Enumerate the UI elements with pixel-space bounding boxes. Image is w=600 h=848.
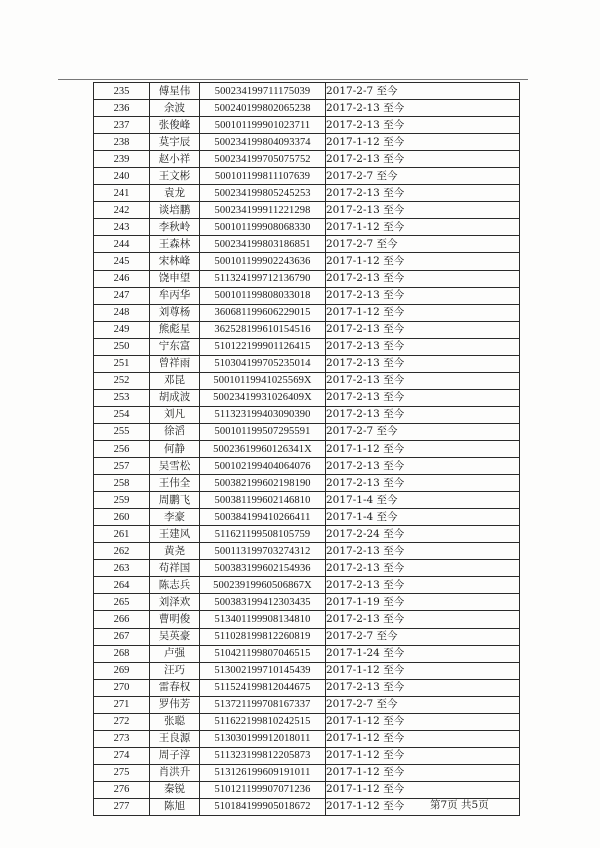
- row-number-cell: 262: [94, 543, 150, 560]
- row-number-cell: 252: [94, 372, 150, 389]
- name-cell: 周鹏飞: [150, 492, 200, 509]
- name-cell: 秦锐: [150, 781, 200, 798]
- table-row: [94, 696, 520, 713]
- id-number-cell: 500234199911221298: [200, 202, 326, 219]
- row-number-cell: 254: [94, 406, 150, 423]
- name-cell: 曹明俊: [150, 611, 200, 628]
- date-range-cell: 2017-2-13 至今: [326, 185, 520, 202]
- id-number-cell: 500101199811107639: [200, 168, 326, 185]
- table-row: [94, 747, 520, 764]
- date-range-cell: 2017-1-12 至今: [326, 747, 520, 764]
- row-number-cell: 257: [94, 458, 150, 475]
- id-number-cell: 500101199902243636: [200, 253, 326, 270]
- name-cell: 张聪: [150, 713, 200, 730]
- table-row: [94, 253, 520, 270]
- date-range-cell: 2017-2-7 至今: [326, 696, 520, 713]
- name-cell: 王伟全: [150, 475, 200, 492]
- row-number-cell: 247: [94, 287, 150, 304]
- name-cell: 王文彬: [150, 168, 200, 185]
- id-number-cell: 500384199410266411: [200, 509, 326, 526]
- date-range-cell: 2017-2-7 至今: [326, 423, 520, 440]
- date-range-cell: 2017-1-4 至今: [326, 509, 520, 526]
- name-cell: 刘尊杨: [150, 304, 200, 321]
- date-range-cell: 2017-2-13 至今: [326, 287, 520, 304]
- row-number-cell: 259: [94, 492, 150, 509]
- row-number-cell: 273: [94, 730, 150, 747]
- table-row: [94, 611, 520, 628]
- id-number-cell: 511323199403090390: [200, 406, 326, 423]
- name-cell: 王建风: [150, 526, 200, 543]
- table-row: [94, 406, 520, 423]
- id-number-cell: 50023419931026409X: [200, 389, 326, 406]
- id-number-cell: 500102199404064076: [200, 458, 326, 475]
- row-number-cell: 249: [94, 321, 150, 338]
- row-number-cell: 261: [94, 526, 150, 543]
- row-number-cell: 239: [94, 151, 150, 168]
- table-row: [94, 764, 520, 781]
- table-row: [94, 560, 520, 577]
- name-cell: 宁东富: [150, 338, 200, 355]
- date-range-cell: 2017-2-13 至今: [326, 355, 520, 372]
- table-row: [94, 287, 520, 304]
- table-row: [94, 83, 520, 100]
- row-number-cell: 256: [94, 440, 150, 457]
- date-range-cell: 2017-2-13 至今: [326, 543, 520, 560]
- id-number-cell: 513002199710145439: [200, 662, 326, 679]
- id-number-cell: 500383199412303435: [200, 594, 326, 611]
- table-row: [94, 628, 520, 645]
- name-cell: 李秋岭: [150, 219, 200, 236]
- row-number-cell: 248: [94, 304, 150, 321]
- name-cell: 宋林峰: [150, 253, 200, 270]
- id-number-cell: 500234199805245253: [200, 185, 326, 202]
- id-number-cell: 500234199705075752: [200, 151, 326, 168]
- row-number-cell: 255: [94, 423, 150, 440]
- row-number-cell: 265: [94, 594, 150, 611]
- table-row: [94, 475, 520, 492]
- table-row: [94, 355, 520, 372]
- table-row: [94, 117, 520, 134]
- id-number-cell: 500234199803186851: [200, 236, 326, 253]
- name-cell: 肖洪升: [150, 764, 200, 781]
- table-row: [94, 594, 520, 611]
- table-row: [94, 781, 520, 798]
- table-row: [94, 679, 520, 696]
- row-number-cell: 272: [94, 713, 150, 730]
- name-cell: 曾祥雨: [150, 355, 200, 372]
- table-row: [94, 338, 520, 355]
- date-range-cell: 2017-2-13 至今: [326, 458, 520, 475]
- table-row: [94, 713, 520, 730]
- id-number-cell: 500234199711175039: [200, 83, 326, 100]
- id-number-cell: 500240199802065238: [200, 100, 326, 117]
- row-number-cell: 267: [94, 628, 150, 645]
- table-row: [94, 577, 520, 594]
- name-cell: 李豪: [150, 509, 200, 526]
- date-range-cell: 2017-2-13 至今: [326, 372, 520, 389]
- table-row: [94, 492, 520, 509]
- date-range-cell: 2017-1-12 至今: [326, 440, 520, 457]
- table-row: [94, 526, 520, 543]
- table-row: [94, 236, 520, 253]
- date-range-cell: 2017-2-13 至今: [326, 475, 520, 492]
- table-row: [94, 168, 520, 185]
- row-number-cell: 238: [94, 134, 150, 151]
- name-cell: 罗伟芳: [150, 696, 200, 713]
- date-range-cell: 2017-2-13 至今: [326, 270, 520, 287]
- name-cell: 吴雪松: [150, 458, 200, 475]
- table-row: [94, 543, 520, 560]
- date-range-cell: 2017-1-12 至今: [326, 713, 520, 730]
- row-number-cell: 274: [94, 747, 150, 764]
- name-cell: 王良源: [150, 730, 200, 747]
- id-number-cell: 510421199807046515: [200, 645, 326, 662]
- name-cell: 苟祥国: [150, 560, 200, 577]
- table-row: [94, 202, 520, 219]
- date-range-cell: 2017-2-7 至今: [326, 236, 520, 253]
- name-cell: 熊彪星: [150, 321, 200, 338]
- name-cell: 张俊峰: [150, 117, 200, 134]
- table-row: [94, 321, 520, 338]
- name-cell: 黄尧: [150, 543, 200, 560]
- date-range-cell: 2017-2-13 至今: [326, 338, 520, 355]
- id-number-cell: 510184199905018672: [200, 798, 326, 815]
- name-cell: 徐滔: [150, 423, 200, 440]
- row-number-cell: 235: [94, 83, 150, 100]
- date-range-cell: 2017-2-13 至今: [326, 389, 520, 406]
- date-range-cell: 2017-1-12 至今: [326, 798, 520, 815]
- table-row: [94, 151, 520, 168]
- name-cell: 陈旭: [150, 798, 200, 815]
- name-cell: 何静: [150, 440, 200, 457]
- id-number-cell: 362528199610154516: [200, 321, 326, 338]
- table-row: [94, 662, 520, 679]
- id-number-cell: 511621199508105759: [200, 526, 326, 543]
- date-range-cell: 2017-1-12 至今: [326, 730, 520, 747]
- name-cell: 傅星伟: [150, 83, 200, 100]
- id-number-cell: 500101199908068330: [200, 219, 326, 236]
- id-number-cell: 500101199808033018: [200, 287, 326, 304]
- row-number-cell: 268: [94, 645, 150, 662]
- row-number-cell: 276: [94, 781, 150, 798]
- id-number-cell: 513126199609191011: [200, 764, 326, 781]
- name-cell: 赵小祥: [150, 151, 200, 168]
- id-number-cell: 511324199712136790: [200, 270, 326, 287]
- row-number-cell: 245: [94, 253, 150, 270]
- id-number-cell: 500101199507295591: [200, 423, 326, 440]
- name-cell: 王森林: [150, 236, 200, 253]
- id-number-cell: 360681199606229015: [200, 304, 326, 321]
- row-number-cell: 242: [94, 202, 150, 219]
- name-cell: 陈志兵: [150, 577, 200, 594]
- id-number-cell: 511524199812044675: [200, 679, 326, 696]
- table-row: [94, 509, 520, 526]
- name-cell: 刘泽欢: [150, 594, 200, 611]
- date-range-cell: 2017-1-19 至今: [326, 594, 520, 611]
- row-number-cell: 241: [94, 185, 150, 202]
- name-cell: 卢强: [150, 645, 200, 662]
- name-cell: 余波: [150, 100, 200, 117]
- table-row: [94, 372, 520, 389]
- row-number-cell: 263: [94, 560, 150, 577]
- row-number-cell: 271: [94, 696, 150, 713]
- date-range-cell: 2017-2-13 至今: [326, 117, 520, 134]
- date-range-cell: 2017-2-7 至今: [326, 83, 520, 100]
- date-range-cell: 2017-1-12 至今: [326, 253, 520, 270]
- id-number-cell: 511622199810242515: [200, 713, 326, 730]
- date-range-cell: 2017-2-13 至今: [326, 100, 520, 117]
- date-range-cell: 2017-2-13 至今: [326, 406, 520, 423]
- date-range-cell: 2017-1-12 至今: [326, 304, 520, 321]
- name-cell: 莫宇辰: [150, 134, 200, 151]
- id-number-cell: 513401199908134810: [200, 611, 326, 628]
- id-number-cell: 511028199812260819: [200, 628, 326, 645]
- table-row: [94, 134, 520, 151]
- id-number-cell: 510122199901126415: [200, 338, 326, 355]
- row-number-cell: 240: [94, 168, 150, 185]
- table-row: [94, 458, 520, 475]
- row-number-cell: 244: [94, 236, 150, 253]
- name-cell: 汪巧: [150, 662, 200, 679]
- page-top-rule: [58, 79, 528, 80]
- name-cell: 袁龙: [150, 185, 200, 202]
- date-range-cell: 2017-1-12 至今: [326, 764, 520, 781]
- date-range-cell: 2017-2-13 至今: [326, 321, 520, 338]
- date-range-cell: 2017-1-12 至今: [326, 781, 520, 798]
- id-number-cell: 500381199602146810: [200, 492, 326, 509]
- date-range-cell: 2017-1-24 至今: [326, 645, 520, 662]
- row-number-cell: 246: [94, 270, 150, 287]
- roster-table: [93, 82, 520, 816]
- name-cell: 牟丙华: [150, 287, 200, 304]
- row-number-cell: 275: [94, 764, 150, 781]
- table-row: [94, 440, 520, 457]
- table-row: [94, 423, 520, 440]
- row-number-cell: 243: [94, 219, 150, 236]
- id-number-cell: 500113199703274312: [200, 543, 326, 560]
- id-number-cell: 50010119941025569X: [200, 372, 326, 389]
- date-range-cell: 2017-1-12 至今: [326, 219, 520, 236]
- name-cell: 谈培鹏: [150, 202, 200, 219]
- table-row: [94, 304, 520, 321]
- row-number-cell: 270: [94, 679, 150, 696]
- id-number-cell: 500234199804093374: [200, 134, 326, 151]
- row-number-cell: 269: [94, 662, 150, 679]
- row-number-cell: 264: [94, 577, 150, 594]
- table-row: [94, 645, 520, 662]
- table-row: [94, 270, 520, 287]
- name-cell: 胡成波: [150, 389, 200, 406]
- id-number-cell: 50023619960126341X: [200, 440, 326, 457]
- id-number-cell: 510304199705235014: [200, 355, 326, 372]
- id-number-cell: 500382199602198190: [200, 475, 326, 492]
- date-range-cell: 2017-2-13 至今: [326, 611, 520, 628]
- id-number-cell: 513030199912018011: [200, 730, 326, 747]
- id-number-cell: 50023919960506867X: [200, 577, 326, 594]
- row-number-cell: 260: [94, 509, 150, 526]
- table-row: [94, 219, 520, 236]
- date-range-cell: 2017-2-7 至今: [326, 168, 520, 185]
- date-range-cell: 2017-1-12 至今: [326, 662, 520, 679]
- row-number-cell: 258: [94, 475, 150, 492]
- date-range-cell: 2017-2-13 至今: [326, 577, 520, 594]
- date-range-cell: 2017-2-13 至今: [326, 679, 520, 696]
- row-number-cell: 253: [94, 389, 150, 406]
- name-cell: 饶申望: [150, 270, 200, 287]
- date-range-cell: 2017-2-13 至今: [326, 202, 520, 219]
- table-row: [94, 100, 520, 117]
- name-cell: 刘凡: [150, 406, 200, 423]
- row-number-cell: 250: [94, 338, 150, 355]
- date-range-cell: 2017-2-7 至今: [326, 628, 520, 645]
- date-range-cell: 2017-2-24 至今: [326, 526, 520, 543]
- name-cell: 雷春权: [150, 679, 200, 696]
- date-range-cell: 2017-1-12 至今: [326, 134, 520, 151]
- id-number-cell: 513721199708167337: [200, 696, 326, 713]
- row-number-cell: 237: [94, 117, 150, 134]
- date-range-cell: 2017-1-4 至今: [326, 492, 520, 509]
- table-row: [94, 730, 520, 747]
- date-range-cell: 2017-2-13 至今: [326, 560, 520, 577]
- row-number-cell: 277: [94, 798, 150, 815]
- table-row: [94, 185, 520, 202]
- row-number-cell: 266: [94, 611, 150, 628]
- table-row: [94, 389, 520, 406]
- name-cell: 周子淳: [150, 747, 200, 764]
- row-number-cell: 236: [94, 100, 150, 117]
- id-number-cell: 510121199907071236: [200, 781, 326, 798]
- roster-table-body: [94, 83, 520, 816]
- page-footer: 第7页 共5页: [430, 799, 489, 811]
- name-cell: 邓昆: [150, 372, 200, 389]
- row-number-cell: 251: [94, 355, 150, 372]
- id-number-cell: 500383199602154936: [200, 560, 326, 577]
- date-range-cell: 2017-2-13 至今: [326, 151, 520, 168]
- id-number-cell: 500101199901023711: [200, 117, 326, 134]
- name-cell: 吴英豪: [150, 628, 200, 645]
- id-number-cell: 511323199812205873: [200, 747, 326, 764]
